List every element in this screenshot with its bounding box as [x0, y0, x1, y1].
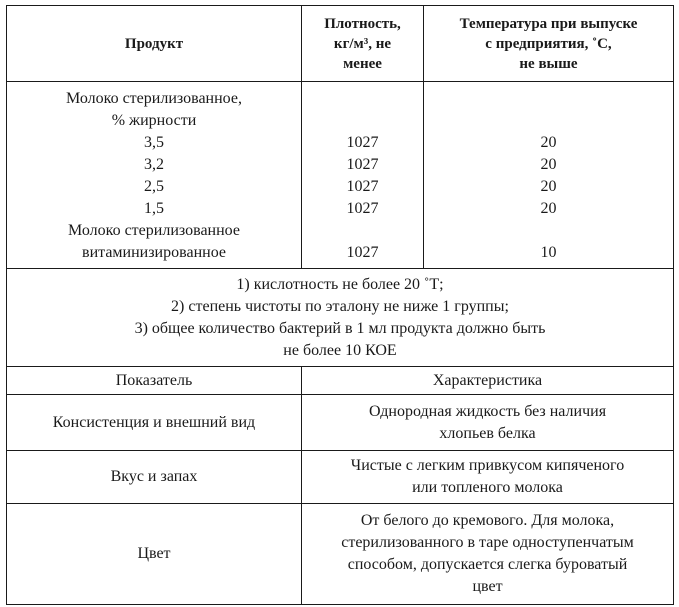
temperature-value: 20 — [540, 200, 557, 217]
characteristics-header-row — [7, 367, 674, 395]
indicator-cell: Консистенция и внешний вид — [7, 395, 302, 451]
indicator-cell: Вкус и запах — [7, 451, 302, 504]
temperature-values-cell — [424, 82, 674, 269]
note-line: 2) степень чистоты по эталону не ниже 1 группы; — [171, 297, 509, 315]
note-line: 1) кислотность не более 20 ˚Т; — [236, 275, 444, 293]
characteristic-row — [7, 504, 674, 605]
product-line: 3,5 — [144, 134, 164, 151]
product-names-cell — [7, 82, 302, 269]
characteristic-row — [7, 395, 674, 451]
temperature-value — [424, 88, 673, 110]
temperature-value: 20 — [540, 178, 557, 195]
temperature-value: 20 — [540, 156, 557, 173]
density-value: 1027 — [346, 134, 379, 151]
products-row — [7, 82, 674, 269]
header-temperature: Температура при выпуске с предприятия, ˚С, не выше — [424, 6, 674, 82]
temperature-value: 20 — [540, 134, 557, 151]
product-line: Молоко стерилизованное, — [66, 90, 242, 107]
product-line: Молоко стерилизованное — [68, 222, 240, 239]
density-value — [302, 88, 423, 110]
note-line: не более 10 КОЕ — [283, 341, 397, 359]
temperature-value — [424, 110, 673, 132]
density-value — [302, 220, 423, 242]
milk-spec-table — [6, 5, 674, 605]
product-line: 1,5 — [144, 200, 164, 217]
note-line: 3) общее количество бактерий в 1 мл продукта должно быть — [134, 319, 546, 337]
density-value: 1027 — [346, 244, 379, 261]
product-line: 2,5 — [144, 178, 164, 195]
notes-row — [7, 269, 674, 367]
header-product: Продукт — [7, 6, 302, 82]
characteristic-cell: Чистые с легким привкусом кипяченого или топленого молока — [302, 451, 674, 504]
density-values-cell — [302, 82, 424, 269]
density-value — [302, 110, 423, 132]
density-value: 1027 — [346, 200, 379, 217]
temperature-value — [424, 220, 673, 242]
product-line: 3,2 — [144, 156, 164, 173]
density-value: 1027 — [346, 178, 379, 195]
product-line: витаминизированное — [82, 244, 226, 261]
header-characteristic: Характеристика — [302, 367, 674, 395]
characteristic-row — [7, 451, 674, 504]
product-line: % жирности — [111, 112, 197, 129]
density-value: 1027 — [346, 156, 379, 173]
header-indicator: Показатель — [7, 367, 302, 395]
notes-cell — [7, 269, 674, 367]
characteristic-cell: От белого до кремового. Для молока, стерилизованного в таре одноступенчатым способом, допускается слегка буроватый цвет — [302, 504, 674, 605]
temperature-value: 10 — [540, 244, 557, 261]
table-header-row — [7, 6, 674, 82]
characteristic-cell: Однородная жидкость без наличия хлопьев белка — [302, 395, 674, 451]
header-density: Плотность, кг/м³, не менее — [302, 6, 424, 82]
indicator-cell: Цвет — [7, 504, 302, 605]
